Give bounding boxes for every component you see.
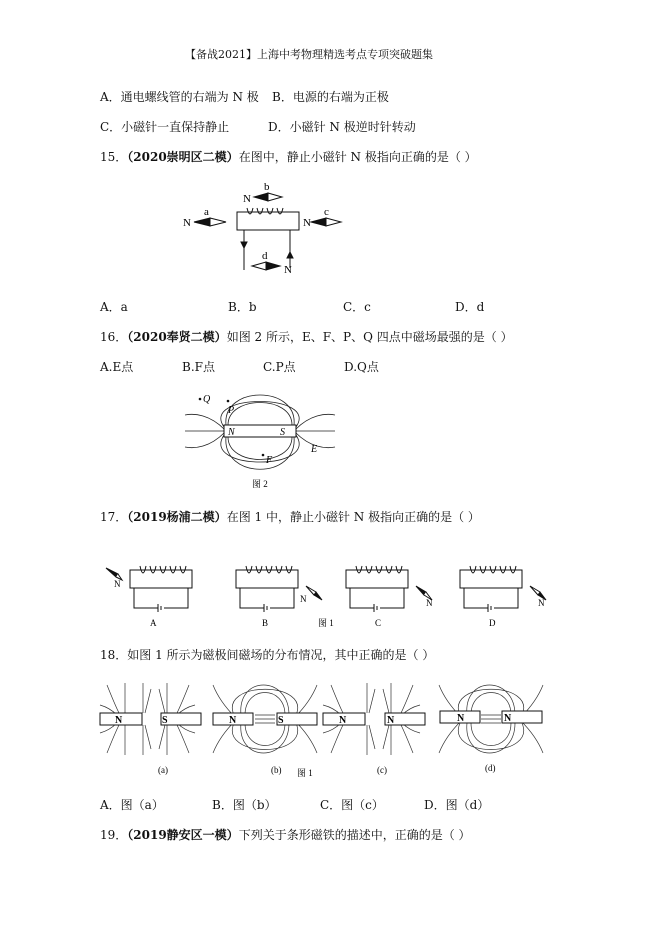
q16-pole-n: N	[228, 427, 235, 438]
q18-option-b: B．图（b）	[212, 798, 277, 812]
q15-option-b: B．b	[228, 300, 257, 314]
q17-figure	[100, 560, 560, 635]
q16-point-f: F	[266, 455, 273, 466]
q17-circuit-a	[130, 566, 192, 612]
q18-c-pole-left: N	[339, 715, 347, 726]
q16-text: 如图 2 所示，E、F、P、Q 四点中磁场最强的是（ ）	[226, 330, 513, 344]
q18-question: 18．如图 1 所示为磁极间磁场的分布情况，其中正确的是（ ）	[100, 648, 435, 662]
q17-circuit-b	[236, 566, 298, 612]
q17-text: 在图 1 中，静止小磁针 N 极指向正确的是（ ）	[226, 510, 480, 524]
q17-needle-a	[106, 568, 118, 577]
q16-figure-caption: 图 2	[252, 479, 268, 489]
q18-figure-caption: 图 1	[297, 768, 313, 778]
q18-b-label: (b)	[271, 765, 282, 775]
q16-option-a: A.E点	[100, 360, 134, 374]
q18-a-pole-left: N	[115, 715, 123, 726]
q17-circuit-c	[346, 566, 408, 612]
q15-needle-a	[194, 218, 226, 226]
q16-point-p-dot	[227, 400, 230, 403]
q18-a-label: (a)	[158, 765, 168, 775]
q15-label-n-d: N	[284, 264, 292, 276]
q19-source-tag: （2019静安区一模）	[127, 828, 239, 842]
q17-needle-c	[416, 586, 426, 595]
q18-c-label: (c)	[377, 765, 387, 775]
q16-source-tag: （2020奉贤二模）	[127, 330, 227, 344]
q15-coil-windings	[247, 208, 283, 214]
q17-label-b: B	[262, 618, 269, 628]
q17-source-tag: （2019杨浦二模）	[127, 510, 227, 524]
q17-n-d: N	[538, 598, 545, 608]
q14-option-c: C．小磁针一直保持静止	[100, 120, 230, 134]
q18-option-c: C．图（c）	[320, 798, 384, 812]
q18-a-pole-right: S	[162, 715, 168, 726]
q16-figure	[180, 385, 340, 490]
q16-point-e: E	[311, 444, 318, 455]
q16-option-c: C.P点	[263, 360, 296, 374]
q17-needle-b	[306, 586, 316, 595]
q15-label-n-a: N	[183, 217, 191, 229]
q17-label-a: A	[150, 618, 157, 628]
q14-option-a: A．通电螺线管的右端为 N 极	[100, 90, 259, 104]
q17-needle-d	[530, 586, 540, 595]
q17-number: 17．	[100, 510, 128, 524]
q15-option-a: A．a	[100, 300, 128, 314]
q15-needle-d	[252, 262, 280, 270]
q15-number: 15．	[100, 150, 128, 164]
q15-needle-c	[311, 218, 341, 226]
q15-option-d: D．d	[455, 300, 485, 314]
q19-question	[100, 828, 471, 842]
q17-circuit-d	[460, 566, 522, 612]
q15-label-n-b: N	[243, 193, 251, 205]
q15-option-c: C．c	[343, 300, 371, 314]
q17-figure-caption: 图 1	[318, 618, 334, 628]
q19-number: 19．	[100, 828, 128, 842]
q16-number: 16．	[100, 330, 128, 344]
q18-d-pole-left: N	[457, 713, 465, 724]
q18-option-a: A．图（a）	[100, 798, 164, 812]
q18-c-pole-right: N	[387, 715, 395, 726]
q15-figure	[180, 178, 350, 278]
q18-b-pole-left: N	[229, 715, 237, 726]
q16-point-q-dot	[199, 398, 202, 401]
q15-source-tag: （2020崇明区二模）	[127, 150, 239, 164]
q15-label-c: c	[324, 206, 329, 218]
q14-option-d: D．小磁针 N 极逆时针转动	[268, 120, 416, 134]
q15-label-d: d	[262, 250, 268, 262]
q16-point-q: Q	[203, 394, 211, 405]
q15-label-a: a	[204, 206, 209, 218]
q15-question	[100, 150, 477, 164]
q17-label-c: C	[375, 618, 382, 628]
q17-n-b: N	[300, 594, 307, 604]
q18-d-pole-right: N	[504, 713, 512, 724]
q15-text: 在图中，静止小磁针 N 极指向正确的是（ ）	[238, 150, 477, 164]
q17-n-a: N	[114, 579, 121, 589]
q15-current-arrow-left	[241, 242, 247, 248]
q16-question	[100, 330, 513, 344]
q15-label-n-c: N	[303, 217, 311, 229]
q17-question	[100, 510, 480, 524]
q16-point-p: P	[228, 405, 235, 416]
q15-current-arrow-right	[287, 252, 293, 258]
q15-label-b: b	[264, 181, 270, 193]
q16-option-b: B.F点	[182, 360, 215, 374]
page-header: 【备战2021】上海中考物理精选考点专项突破题集	[185, 48, 433, 61]
q19-text: 下列关于条形磁铁的描述中，正确的是（ ）	[238, 828, 471, 842]
q18-option-d: D．图（d）	[424, 798, 490, 812]
q17-n-c: N	[426, 598, 433, 608]
q16-bar-magnet	[224, 425, 296, 437]
q15-needle-b	[254, 193, 282, 201]
q16-pole-s: S	[280, 427, 285, 438]
q18-figure	[95, 675, 565, 785]
q15-solenoid-core	[237, 212, 299, 230]
q16-option-d: D.Q点	[344, 360, 379, 374]
q18-d-label: (d)	[485, 763, 496, 773]
q14-option-b: B．电源的右端为正极	[272, 90, 389, 104]
q18-b-pole-right: S	[278, 715, 284, 726]
q16-point-f-dot	[262, 454, 265, 457]
q17-label-d: D	[489, 618, 496, 628]
